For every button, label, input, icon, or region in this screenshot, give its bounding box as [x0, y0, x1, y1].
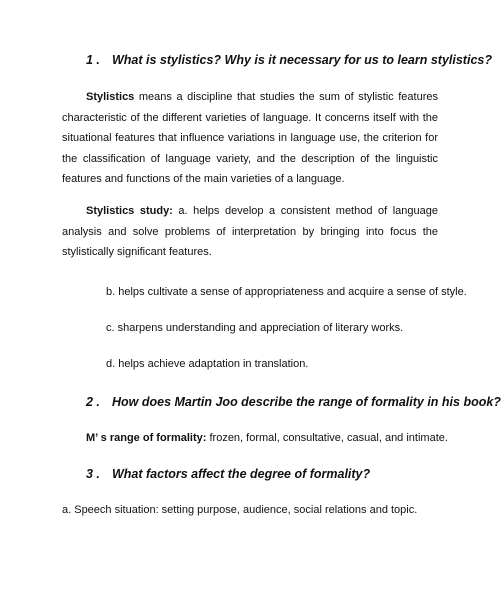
- question-2: [86, 394, 501, 410]
- paragraph-formality-range: [86, 430, 448, 446]
- paragraph-stylistics-study: [62, 201, 438, 263]
- paragraph-2-lead: Stylistics study:: [86, 205, 173, 217]
- question-3-number: 3 .: [86, 467, 100, 481]
- list-item-c: c. sharpens understanding and appreciation of literary works.: [106, 322, 404, 334]
- question-2-number: 2 .: [86, 395, 100, 409]
- paragraph-1-text: means a discipline that studies the sum of stylistic features characteristic of the different varieties of language. It concerns itself with the situational features that influence variations in language use, the criterion for the classification of language variety, and the description of the linguistic features and functions of the main varieties of a language.: [62, 91, 438, 186]
- list-item-d: d. helps achieve adaptation in translation.: [106, 358, 309, 370]
- paragraph-3-text: frozen, formal, consultative, casual, and intimate.: [206, 432, 448, 444]
- question-3: [86, 466, 370, 482]
- question-1-text: What is stylistics? Why is it necessary for us to learn stylistics?: [112, 53, 492, 67]
- question-3-text: What factors affect the degree of formality?: [112, 467, 371, 481]
- paragraph-3-lead: M’ s range of formality:: [86, 432, 207, 444]
- paragraph-2-text: a. helps develop a consistent method of language analysis and solve problems of interpretation by bringing into focus the stylistically significant features.: [62, 205, 439, 259]
- question-1: [86, 52, 492, 68]
- paragraph-speech-situation: a. Speech situation: setting purpose, audience, social relations and topic.: [62, 504, 418, 516]
- list-item-b: b. helps cultivate a sense of appropriateness and acquire a sense of style.: [106, 286, 467, 298]
- question-2-text: How does Martin Joo describe the range of formality in his book?: [112, 395, 501, 409]
- question-1-number: 1 .: [86, 53, 100, 67]
- paragraph-stylistics-definition: [62, 87, 438, 190]
- paragraph-1-lead: Stylistics: [86, 91, 135, 103]
